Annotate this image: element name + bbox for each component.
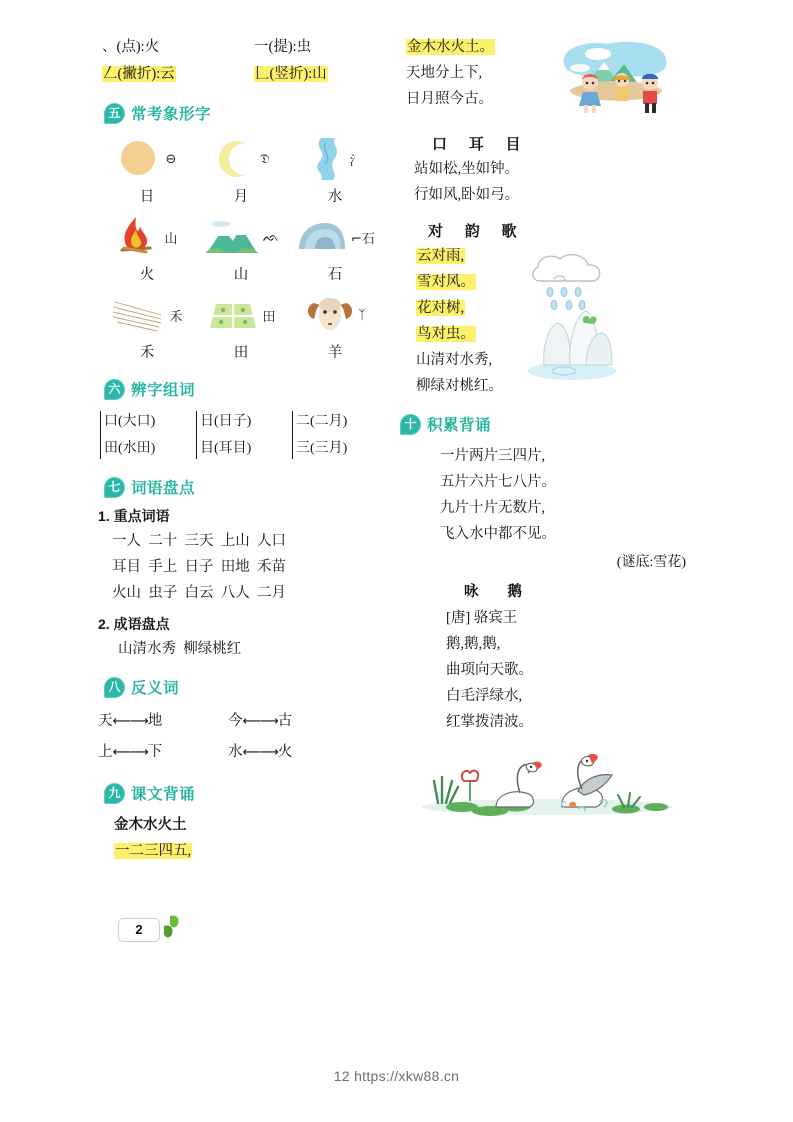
poem-title: 口 耳 目 (432, 137, 530, 153)
key-words-line: 耳目 手上 日子 田地 禾苗 (112, 559, 286, 575)
antonym-word: 水 (228, 744, 243, 760)
footer-watermark: 12 https://xkw88.cn (333, 1068, 460, 1084)
antonym-list (96, 706, 382, 768)
section-badge-ten: 十 (400, 414, 421, 435)
riddle-line: 飞入水中都不见。 (440, 526, 556, 542)
section-title-six: 辨字组词 (131, 382, 196, 399)
pictograph-cell (288, 132, 382, 208)
section-header-five (104, 102, 382, 124)
subsection-idioms: 2. 成语盘点 (98, 616, 170, 632)
section-badge-seven: 七 (104, 477, 125, 498)
pictograph-cell (288, 210, 382, 286)
poem-line: 日月照今古。 (406, 91, 493, 107)
stroke-item-shuzhe: 𠃊(竖折):山 (255, 66, 327, 82)
riddle-line: 五片六片七八片。 (440, 474, 556, 490)
character-compare-group (292, 408, 382, 462)
double-arrow-icon: ⟵⟶ (242, 714, 278, 729)
water-icon (288, 134, 382, 184)
oracle-glyph: 禾 (169, 309, 183, 325)
poem-title: 对 韵 歌 (428, 224, 526, 240)
idioms-line: 山清水秀 柳绿桃红 (118, 641, 242, 657)
compare-word: 口(大口) (104, 414, 156, 429)
section-badge-five: 五 (104, 103, 125, 124)
stroke-item-dian: 、(点):火 (102, 39, 160, 55)
poem-line: 柳绿对桃红。 (416, 378, 503, 394)
rain-cloud-and-mountain-illustration (524, 247, 620, 392)
compare-word: 日(日子) (200, 414, 252, 429)
section-badge-nine: 九 (104, 783, 125, 804)
oracle-glyph: 田 (262, 309, 276, 325)
antonym-word: 下 (147, 744, 163, 760)
pictograph-cell (100, 288, 194, 364)
stroke-item-ti: 一(提):虫 (254, 39, 312, 55)
key-words-line: 火山 虫子 白云 八人 二月 (112, 585, 286, 601)
oracle-glyph: ⌐石 (351, 231, 375, 247)
poem-line: 行如风,卧如弓。 (414, 187, 520, 203)
pictograph-cell (100, 132, 194, 208)
riddle-answer: (谜底:雪花) (616, 555, 686, 570)
oracle-glyph: 山 (164, 231, 178, 247)
pictograph-cell (288, 288, 382, 364)
recite-poem-three (416, 220, 694, 399)
pictograph-cell (194, 288, 288, 364)
section-title-five: 常考象形字 (131, 106, 212, 123)
stroke-item-piezhe: 𠃋(撇折):云 (103, 66, 175, 82)
poem-line: 鸟对虫。 (417, 326, 475, 342)
key-words-list (112, 528, 382, 606)
section-title-nine: 课文背诵 (131, 786, 196, 803)
poem-line: 红掌拨清波。 (446, 714, 533, 730)
poem-line: 花对树, (417, 300, 465, 316)
section-header-six (104, 378, 382, 400)
character-compare-row (100, 408, 382, 462)
poem-title: 金木水火土 (114, 817, 187, 833)
bracket-text (200, 408, 251, 462)
recite-poem-one (114, 812, 382, 864)
poem-line: 曲项向天歌。 (446, 662, 533, 678)
left-column (96, 34, 392, 962)
double-arrow-icon: ⟵⟶ (112, 714, 148, 729)
bracket-line (196, 411, 197, 459)
section-header-eight (104, 676, 382, 698)
antonym-word: 上 (98, 744, 113, 760)
compare-word: 田(水田) (104, 441, 156, 456)
pictograph-label: 羊 (327, 345, 343, 361)
poem-line: 雪对风。 (417, 274, 475, 290)
pictograph-label: 火 (139, 267, 155, 283)
pictograph-cell (194, 132, 288, 208)
sun-icon (100, 134, 194, 184)
poem-author: [唐] 骆宾王 (446, 610, 518, 626)
riddle-block (440, 443, 694, 547)
pictograph-label: 禾 (139, 345, 155, 361)
poem-line: 天地分上下, (406, 65, 483, 81)
pictograph-label: 田 (233, 345, 249, 361)
right-column (392, 34, 694, 962)
recite-poem-two (414, 133, 694, 208)
fire-icon (100, 212, 194, 262)
antonym-word: 古 (277, 713, 293, 729)
moon-icon (194, 134, 288, 184)
section-title-eight: 反义词 (131, 680, 180, 697)
oracle-glyph: ᨒ (262, 229, 280, 245)
bracket-text (296, 408, 347, 462)
poem-line: 站如松,坐如钟。 (414, 161, 520, 177)
compare-word: 二(二月) (296, 414, 348, 429)
stone-icon (288, 212, 382, 262)
stroke-row (102, 34, 382, 61)
oracle-glyph: 氵 (349, 153, 363, 169)
geese-pond-illustration (412, 741, 694, 826)
section-badge-eight: 八 (104, 677, 125, 698)
compare-word: 三(三月) (296, 441, 348, 456)
poem-line: 金木水火土。 (407, 39, 494, 55)
two-column-layout (96, 34, 704, 962)
poem-line: 鹅,鹅,鹅, (446, 636, 501, 652)
bracket-line (292, 411, 293, 459)
antonym-word: 地 (147, 713, 163, 729)
oracle-glyph: ᛉ (358, 307, 366, 323)
bracket-line (100, 411, 101, 459)
pictograph-cell (194, 210, 288, 286)
antonym-word: 今 (228, 713, 243, 729)
double-arrow-icon: ⟵⟶ (242, 745, 278, 760)
field-icon (194, 290, 288, 340)
poem-line: 云对雨, (417, 248, 465, 264)
leaf-icon (158, 912, 184, 945)
pictograph-label: 月 (233, 189, 249, 205)
stroke-row (102, 61, 382, 88)
bracket-text (104, 408, 155, 462)
pictograph-label: 石 (327, 267, 343, 283)
pictograph-label: 山 (233, 267, 249, 283)
section-title-seven: 词语盘点 (131, 480, 196, 497)
grain-icon (100, 290, 194, 340)
section-header-seven (104, 476, 382, 498)
oracle-glyph: ⊖ (165, 151, 177, 167)
children-nature-illustration (556, 34, 674, 121)
character-compare-group (100, 408, 190, 462)
sheep-icon (288, 290, 382, 340)
pictograph-label: 水 (327, 189, 343, 205)
mountain-icon (194, 212, 288, 262)
compare-word: 目(耳目) (200, 441, 252, 456)
antonym-row (98, 737, 382, 768)
section-header-ten (400, 413, 694, 435)
content-frame (96, 34, 704, 962)
double-arrow-icon: ⟵⟶ (112, 745, 148, 760)
poem-three-lines (416, 243, 524, 399)
antonym-word: 天 (98, 713, 113, 729)
stroke-list (102, 34, 382, 88)
poem-line: 山清对水秀, (416, 352, 493, 368)
pictograph-grid (100, 132, 382, 364)
poem-one-continuation-block (406, 34, 694, 121)
page-number: 2 (118, 918, 160, 942)
section-header-nine (104, 782, 382, 804)
antonym-row (98, 706, 382, 737)
riddle-line: 九片十片无数片, (440, 500, 546, 516)
pictograph-cell (100, 210, 194, 286)
poem-one-continuation (406, 34, 556, 112)
antonym-word: 火 (277, 744, 293, 760)
poem-line: 一二三四五, (115, 843, 192, 859)
section-title-ten: 积累背诵 (427, 417, 492, 434)
pictograph-label: 日 (139, 189, 155, 205)
section-badge-six: 六 (104, 379, 125, 400)
subsection-key-words: 1. 重点词语 (98, 508, 170, 524)
poem-line: 白毛浮绿水, (446, 688, 523, 704)
oracle-glyph: 𝔇 (260, 151, 270, 167)
key-words-line: 一人 二十 三天 上山 人口 (112, 533, 286, 549)
riddle-line: 一片两片三四片, (440, 448, 546, 464)
character-compare-group (196, 408, 286, 462)
poem-title: 咏 鹅 (464, 584, 522, 600)
goose-poem-block (446, 579, 694, 735)
